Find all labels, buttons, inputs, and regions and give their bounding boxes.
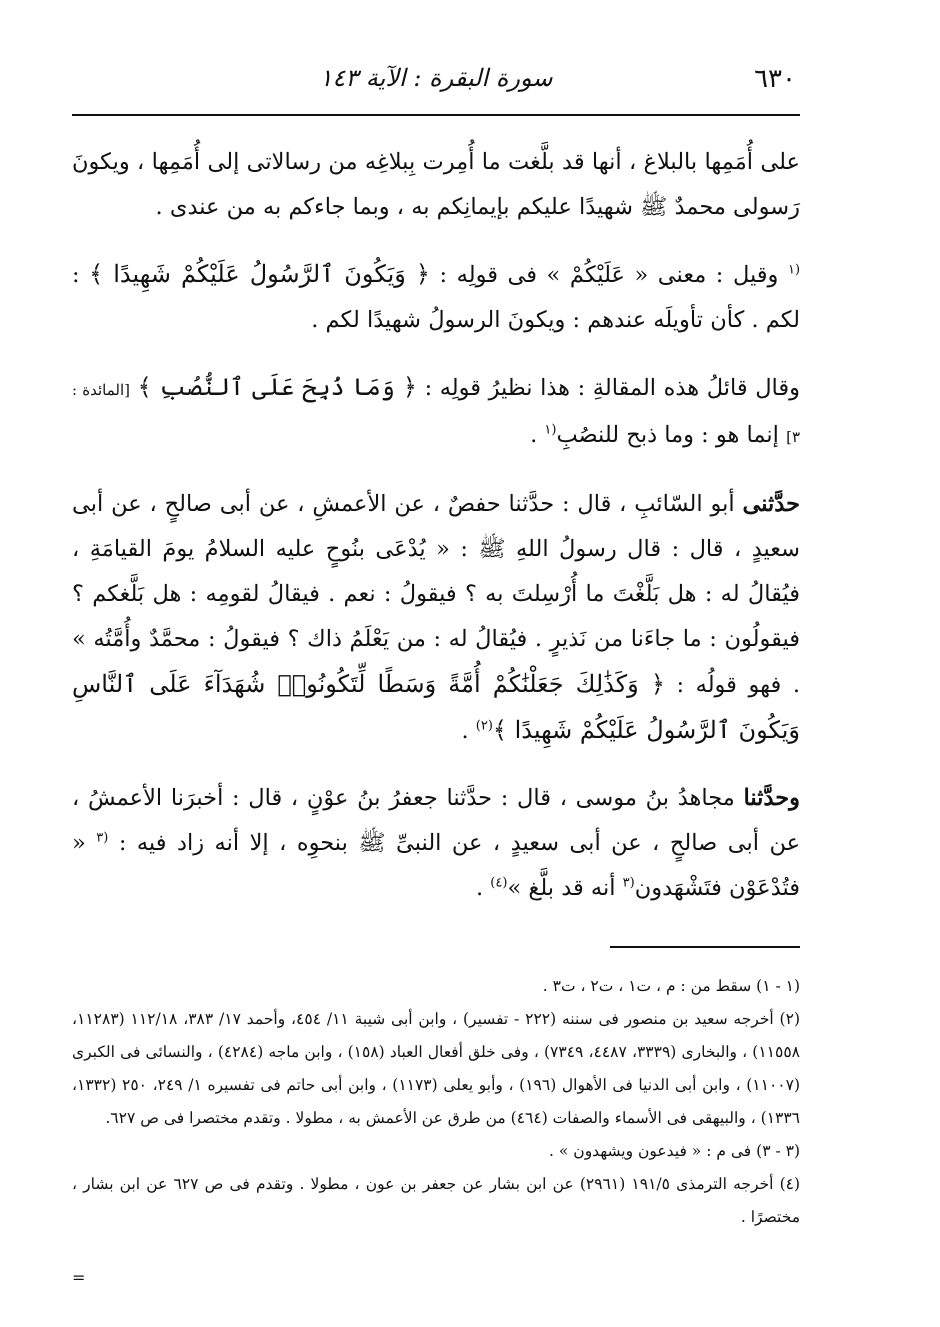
- paragraph-3-text-b: إنما هو : وما ذبح للنصُبِ: [556, 422, 779, 448]
- paragraph-1: على أُمَمِها بالبلاغ ، أنها قد بلَّغت ما أُمِرت بِبلاغِه من رسالاتى إلى أُمَمِها ، ويكونَ رَسولى محمدٌ ﷺ شهيدًا عليكم بإيمانِكم به ، وبما جاءكم به من عندى .: [72, 149, 800, 220]
- paragraph-5-text-c: أنه قد بلَّغ »: [507, 875, 616, 901]
- quran-verse: ﴿ وَيَكُونَ ٱلرَّسُولُ عَلَيْكُمْ شَهِيدًا ﴾: [89, 260, 430, 288]
- verse-reference: [المائدة : ٣]: [72, 381, 800, 446]
- quran-verse: ﴿ وَمَا ذُبِحَ عَلَى ٱلنُّصُبِ ﴾: [137, 373, 417, 401]
- footnote-mark-4: (٤): [490, 875, 508, 891]
- document-page: [72, 0, 800, 1327]
- footnote-divider: [610, 946, 800, 948]
- paragraph-5: وحدَّثنا مجاهدُ بنُ موسى ، قال : حدَّثنا جعفرُ بنُ عوْنٍ ، قال : أخبرَنا الأعمشُ ، عن أبى صالحٍ ، عن أبى سعيدٍ ، عن النبىِّ ﷺ بنحوِه ، إلا أنه زاد فيه : $^{(٣}$ « فتُدْعَوْن فتَشْهَدون$^{(٣}$ أنه قد بلَّغ »$^{(٤)}$ .: [72, 785, 801, 901]
- hadith-lead-word: حدَّثنى: [742, 491, 801, 517]
- footnote-mark-2: (٢): [475, 718, 493, 734]
- footnote-2: (٢) أخرجه سعيد بن منصور فى سننه (٢٢٢ - تفسير) ، وابن أبى شيبة ١١/ ٤٥٤، وأحمد ١٧/ ٣٨٣، ١١٢/١٨ (١١٢٨٣، ١١٥٥٨) ، والبخارى (٣٣٣٩، ٤٤٨٧، ٧٣٤٩) ، وفى خلق أفعال العباد (١٥٨) ، وابن ماجه (٤٢٨٤) ، والنسائى فى الكبرى (١١٠٠٧) ، وابن أبى الدنيا فى الأهوال (١٩٦) ، وأبو يعلى (١١٧٣) ، وابن أبى حاتم فى تفسيره ١/ ٢٤٩، ٢٥٠ (١٣٣٢، ١٣٣٦) ، والبيهقى فى الأسماء والصفات (٤٦٤) من طرق عن الأعمش به ، مطولا . وتقدم مختصرا فى ص ٦٢٧.: [72, 1010, 800, 1127]
- hadith-lead-word: وحدَّثنا: [743, 785, 801, 811]
- page-number: ٦٣٠: [754, 64, 796, 94]
- paragraph-5-text-b: « فتُدْعَوْن فتَشْهَدون: [72, 830, 800, 901]
- footnote-4: (٤) أخرجه الترمذى ١٩١/٥ (٢٩٦١) عن ابن بشار عن جعفر بن عون ، مطولا . وتقدم فى ص ٦٢٧ عن ابن بشار ، مختصرًا .: [72, 1175, 801, 1226]
- footnote-mark-3-end: (٣: [622, 875, 635, 891]
- footnote-mark-3-start: (٣: [96, 830, 109, 846]
- paragraph-3-text-a: وقال قائلُ هذه المقالةِ : هذا نظيرُ قولِه :: [424, 375, 801, 401]
- footnote-1: (١ - ١) سقط من : م ، ت١ ، ت٢ ، ت٣ .: [542, 977, 800, 995]
- main-text: [72, 140, 800, 933]
- footnote-mark-1-end: (١: [544, 422, 557, 438]
- quran-verse: ﴿ وَكَذَٰلِكَ جَعَلْنَٰكُمْ أُمَّةً وَسَطًا لِّتَكُونُوا۟ شُهَدَآءَ عَلَى ٱلنَّاسِ وَيَكُونَ ٱلرَّسُولُ عَلَيْكُمْ شَهِيدًا ﴾: [72, 670, 800, 744]
- running-title: سورة البقرة : الآية ١٤٣: [319, 64, 553, 92]
- paragraph-4-text: أبو السّائبِ ، قال : حدَّثنا حفصٌ ، عن الأعمشِ ، عن أبى صالحٍ ، عن أبى سعيدٍ ، قال : قال رسولُ اللهِ ﷺ : « يُدْعَى بنُوحٍ عليه السلامُ يومَ القيامَةِ ، فيُقالُ له : هل بَلَّغْتَ ما أُرْسِلتَ به ؟ فيقولُ : نعم . فيقالُ لقومِه : هل بَلَّغكم ؟ فيقولُون : ما جاءَنا من نَذيرٍ . فيُقالُ له : من يَعْلَمُ ذاك ؟ فيقولُ : محمَّدٌ وأُمَّتُه » . فهو قولُه :: [72, 491, 800, 698]
- paragraph-3: وقال قائلُ هذه المقالةِ : هذا نظيرُ قولِه : ﴿ وَمَا ذُبِحَ عَلَى ٱلنُّصُبِ ﴾ [المائدة : ٣] إنما هو : وما ذبح للنصُبِ$^{(١}$ .: [72, 373, 801, 448]
- paragraph-5-text-a: مجاهدُ بنُ موسى ، قال : حدَّثنا جعفرُ بنُ عوْنٍ ، قال : أخبرَنا الأعمشُ ، عن أبى صالحٍ ، عن أبى سعيدٍ ، عن النبىِّ ﷺ بنحوِه ، إلا أنه زاد فيه :: [72, 785, 801, 856]
- footnote-3: (٣ - ٣) فى م : « فيدعون ويشهدون » .: [549, 1142, 800, 1160]
- page-header: [72, 58, 800, 116]
- footnote-mark-1-start: (١: [787, 262, 801, 278]
- paragraph-2: [72, 252, 800, 343]
- paragraph-2-text-b: : لكم . كأن تأويلَه عندهم : ويكونَ الرسولُ شهيدًا لكم .: [72, 262, 800, 333]
- paragraph-2-text-a: وقيل : معنى « عَلَيْكُمْ » فى قولِه :: [439, 262, 779, 288]
- paragraph-4: حدَّثنى أبو السّائبِ ، قال : حدَّثنا حفصٌ ، عن الأعمشِ ، عن أبى صالحٍ ، عن أبى سعيدٍ ، قال : قال رسولُ اللهِ ﷺ : « يُدْعَى بنُوحٍ عليه السلامُ يومَ القيامَةِ ، فيُقالُ له : هل بَلَّغْتَ ما أُرْسِلتَ به ؟ فيقولُ : نعم . فيقالُ لقومِه : هل بَلَّغكم ؟ فيقولُون : ما جاءَنا من نَذيرٍ . فيُقالُ له : من يَعْلَمُ ذاك ؟ فيقولُ : محمَّدٌ وأُمَّتُه » . فهو قولُه : ﴿ وَكَذَٰلِكَ جَعَلْنَٰكُمْ أُمَّةً وَسَطًا لِّتَكُونُوا۟ شُهَدَآءَ عَلَى ٱلنَّاسِ وَيَكُونَ ٱلرَّسُولُ عَلَيْكُمْ شَهِيدًا ﴾$^{(٢)}$ .: [72, 491, 801, 744]
- footnotes: [72, 970, 800, 1234]
- continuation-mark: =: [72, 1268, 86, 1287]
